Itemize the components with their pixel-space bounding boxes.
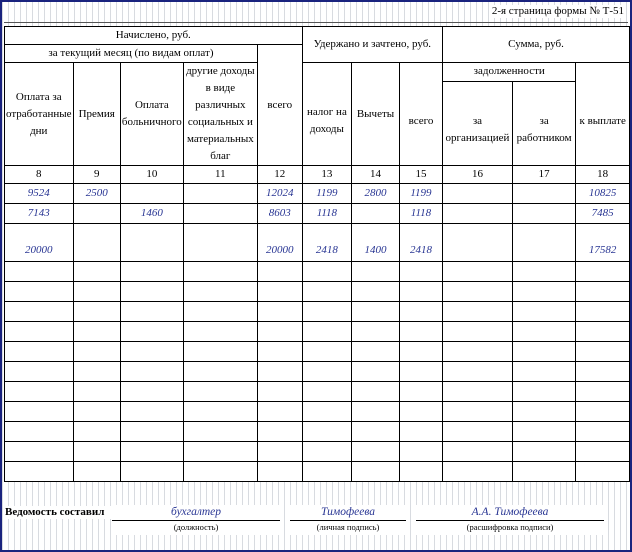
table-cell[interactable]: [120, 382, 183, 402]
table-cell[interactable]: [512, 442, 576, 462]
table-cell[interactable]: [5, 402, 74, 422]
header-current-month: за текущий месяц (по видам оплат): [5, 45, 258, 63]
table-cell[interactable]: [352, 462, 400, 482]
table-cell[interactable]: [73, 462, 120, 482]
table-cell[interactable]: 20000: [257, 224, 302, 262]
table-cell[interactable]: [302, 262, 352, 282]
table-cell[interactable]: [73, 442, 120, 462]
table-cell[interactable]: [512, 402, 576, 422]
table-cell[interactable]: [302, 322, 352, 342]
table-cell[interactable]: [73, 362, 120, 382]
table-cell[interactable]: 12024: [257, 184, 302, 204]
table-cell[interactable]: 2418: [399, 224, 442, 262]
table-cell[interactable]: [352, 362, 400, 382]
header-sick-pay: Оплата больничного: [120, 63, 183, 166]
table-cell[interactable]: 2800: [352, 184, 400, 204]
table-cell[interactable]: [576, 362, 630, 382]
table-cell[interactable]: [183, 442, 257, 462]
table-cell[interactable]: [120, 184, 183, 204]
table-cell[interactable]: [257, 342, 302, 362]
table-cell[interactable]: [576, 342, 630, 362]
table-cell[interactable]: [73, 302, 120, 322]
table-cell[interactable]: [120, 342, 183, 362]
table-cell[interactable]: [576, 302, 630, 322]
table-cell[interactable]: [257, 382, 302, 402]
table-cell[interactable]: [512, 362, 576, 382]
table-cell[interactable]: [352, 282, 400, 302]
table-cell[interactable]: [352, 422, 400, 442]
table-cell[interactable]: [183, 402, 257, 422]
table-cell[interactable]: [183, 282, 257, 302]
table-cell[interactable]: [73, 322, 120, 342]
table-cell[interactable]: [302, 302, 352, 322]
table-cell[interactable]: [399, 422, 442, 442]
table-cell[interactable]: [5, 382, 74, 402]
column-number: 8: [5, 166, 74, 184]
table-cell[interactable]: [512, 342, 576, 362]
header-sum: Сумма, руб.: [443, 27, 630, 63]
table-cell[interactable]: [183, 184, 257, 204]
table-cell[interactable]: [512, 382, 576, 402]
table-row: [5, 322, 630, 342]
table-cell[interactable]: [302, 382, 352, 402]
table-cell[interactable]: [73, 382, 120, 402]
table-cell[interactable]: [399, 282, 442, 302]
table-cell[interactable]: [73, 204, 120, 224]
column-number: 15: [399, 166, 442, 184]
column-number: 10: [120, 166, 183, 184]
header-income-tax: налог на доходы: [302, 63, 352, 166]
table-cell[interactable]: [183, 422, 257, 442]
table-cell[interactable]: 20000: [5, 224, 74, 262]
table-row: [5, 282, 630, 302]
table-cell[interactable]: [399, 462, 442, 482]
table-cell[interactable]: [5, 462, 74, 482]
table-cell[interactable]: [5, 442, 74, 462]
table-cell[interactable]: [512, 462, 576, 482]
prepared-by-label: Ведомость составил: [5, 506, 111, 519]
signature-hint: (личная подпись): [316, 522, 380, 532]
column-number: 9: [73, 166, 120, 184]
header-debts: задолженности: [443, 63, 576, 82]
table-cell[interactable]: 7485: [576, 204, 630, 224]
header-bonus: Премия: [73, 63, 120, 166]
position-value: бухгалтер: [112, 505, 280, 521]
table-cell[interactable]: [443, 282, 513, 302]
table-cell[interactable]: [443, 302, 513, 322]
table-cell[interactable]: [399, 342, 442, 362]
table-cell[interactable]: [257, 442, 302, 462]
table-cell[interactable]: [443, 262, 513, 282]
table-cell[interactable]: [5, 282, 74, 302]
table-cell[interactable]: [352, 262, 400, 282]
table-row: [5, 462, 630, 482]
table-cell[interactable]: [5, 302, 74, 322]
table-cell[interactable]: [443, 342, 513, 362]
table-cell[interactable]: [257, 402, 302, 422]
table-cell[interactable]: [183, 224, 257, 262]
table-cell[interactable]: [352, 302, 400, 322]
table-cell[interactable]: [302, 362, 352, 382]
table-cell[interactable]: [257, 462, 302, 482]
table-cell[interactable]: [302, 342, 352, 362]
table-cell[interactable]: [73, 224, 120, 262]
table-cell[interactable]: 1199: [399, 184, 442, 204]
table-cell[interactable]: [302, 282, 352, 302]
table-cell[interactable]: [183, 462, 257, 482]
table-cell[interactable]: [120, 462, 183, 482]
table-cell[interactable]: [183, 262, 257, 282]
header-deductions: Вычеты: [352, 63, 400, 166]
table-cell[interactable]: [257, 302, 302, 322]
table-cell[interactable]: [302, 402, 352, 422]
column-number: 18: [576, 166, 630, 184]
signature-value: Тимофеева: [290, 505, 406, 521]
table-cell[interactable]: [352, 382, 400, 402]
table-cell[interactable]: [120, 422, 183, 442]
table-cell[interactable]: [183, 382, 257, 402]
table-cell[interactable]: [257, 422, 302, 442]
table-cell[interactable]: [443, 184, 513, 204]
title-divider: [4, 22, 628, 23]
table-row: [5, 422, 630, 442]
table-cell[interactable]: [73, 282, 120, 302]
table-cell[interactable]: [120, 262, 183, 282]
header-by-employee: за работником: [512, 81, 576, 165]
header-by-organization: за организацией: [443, 81, 513, 165]
table-cell[interactable]: [183, 342, 257, 362]
table-cell[interactable]: [120, 302, 183, 322]
signature-decoding-field[interactable]: [416, 505, 604, 535]
table-cell[interactable]: [576, 462, 630, 482]
table-row: [5, 362, 630, 382]
table-cell[interactable]: [183, 204, 257, 224]
table-cell[interactable]: [120, 442, 183, 462]
table-cell[interactable]: [183, 302, 257, 322]
table-cell[interactable]: [257, 282, 302, 302]
table-cell[interactable]: [399, 302, 442, 322]
table-cell[interactable]: [302, 442, 352, 462]
table-cell[interactable]: [576, 402, 630, 422]
column-number: 13: [302, 166, 352, 184]
table-cell[interactable]: [399, 362, 442, 382]
table-cell[interactable]: [352, 402, 400, 422]
column-number: 12: [257, 166, 302, 184]
table-cell[interactable]: [399, 262, 442, 282]
table-cell[interactable]: [512, 204, 576, 224]
table-cell[interactable]: [5, 362, 74, 382]
table-cell[interactable]: [443, 322, 513, 342]
signature-field[interactable]: [290, 505, 406, 535]
table-cell[interactable]: [399, 322, 442, 342]
table-cell[interactable]: [5, 322, 74, 342]
table-row: [5, 342, 630, 362]
signature-decoding-value: А.А. Тимофеева: [416, 505, 604, 521]
header-withheld: Удержано и зачтено, руб.: [302, 27, 442, 63]
table-cell[interactable]: [576, 422, 630, 442]
table-cell[interactable]: [576, 382, 630, 402]
header-total-withheld: всего: [399, 63, 442, 166]
table-cell[interactable]: [443, 204, 513, 224]
table-cell[interactable]: 7143: [5, 204, 74, 224]
table-cell[interactable]: [443, 442, 513, 462]
table-cell[interactable]: [183, 322, 257, 342]
column-number: 16: [443, 166, 513, 184]
header-other-income: другие доходы в виде различных социальных и материальных благ: [183, 63, 257, 166]
table-cell[interactable]: [73, 402, 120, 422]
table-cell[interactable]: 2418: [302, 224, 352, 262]
table-cell[interactable]: [512, 262, 576, 282]
table-cell[interactable]: [302, 462, 352, 482]
position-field[interactable]: [112, 505, 280, 535]
table-row: [5, 224, 630, 262]
table-cell[interactable]: [183, 362, 257, 382]
table-row: [5, 302, 630, 322]
table-cell[interactable]: [73, 262, 120, 282]
table-cell[interactable]: [443, 462, 513, 482]
table-cell[interactable]: 9524: [5, 184, 74, 204]
table-cell[interactable]: 10825: [576, 184, 630, 204]
table-cell[interactable]: 8603: [257, 204, 302, 224]
table-cell[interactable]: [120, 402, 183, 422]
table-cell[interactable]: [443, 224, 513, 262]
table-cell[interactable]: [5, 262, 74, 282]
table-row: [5, 382, 630, 402]
table-cell[interactable]: [120, 224, 183, 262]
table-cell[interactable]: [5, 342, 74, 362]
table-cell[interactable]: 1199: [302, 184, 352, 204]
table-cell[interactable]: [443, 402, 513, 422]
table-cell[interactable]: [302, 422, 352, 442]
table-row: [5, 204, 630, 224]
table-cell[interactable]: 17582: [576, 224, 630, 262]
table-row: [5, 262, 630, 282]
table-row: [5, 184, 630, 204]
header-to-pay: к выплате: [576, 63, 630, 166]
signature-block: [2, 496, 632, 544]
table-cell[interactable]: 1400: [352, 224, 400, 262]
header-pay-worked-days: Оплата за отработанные дни: [5, 63, 74, 166]
table-cell[interactable]: [120, 362, 183, 382]
table-cell[interactable]: [512, 322, 576, 342]
table-cell[interactable]: [5, 422, 74, 442]
table-cell[interactable]: [512, 422, 576, 442]
table-cell[interactable]: 1118: [302, 204, 352, 224]
table-cell[interactable]: [257, 262, 302, 282]
column-number: 17: [512, 166, 576, 184]
table-cell[interactable]: [120, 322, 183, 342]
table-cell[interactable]: [257, 362, 302, 382]
column-number: 14: [352, 166, 400, 184]
table-cell[interactable]: [512, 184, 576, 204]
table-cell[interactable]: [352, 322, 400, 342]
table-cell[interactable]: [443, 362, 513, 382]
table-cell[interactable]: [399, 402, 442, 422]
table-cell[interactable]: [399, 382, 442, 402]
header-accrued: Начислено, руб.: [5, 27, 303, 45]
table-cell[interactable]: 2500: [73, 184, 120, 204]
table-cell[interactable]: [512, 224, 576, 262]
header-total-accrued: всего: [257, 45, 302, 166]
table-cell[interactable]: [512, 282, 576, 302]
table-row: [5, 442, 630, 462]
signature-decoding-hint: (расшифровка подписи): [466, 522, 554, 532]
table-cell[interactable]: [257, 322, 302, 342]
table-cell[interactable]: 1460: [120, 204, 183, 224]
form-page-title: 2-я страница формы № Т-51: [491, 5, 624, 17]
table-cell[interactable]: [443, 382, 513, 402]
position-hint: (должность): [173, 522, 219, 532]
table-cell[interactable]: [576, 322, 630, 342]
table-cell[interactable]: [512, 302, 576, 322]
table-row: [5, 402, 630, 422]
table-cell[interactable]: [576, 282, 630, 302]
table-cell[interactable]: [120, 282, 183, 302]
table-cell[interactable]: [576, 262, 630, 282]
table-cell[interactable]: [399, 442, 442, 462]
table-cell[interactable]: 1118: [399, 204, 442, 224]
table-cell[interactable]: [352, 442, 400, 462]
payroll-table: [4, 26, 630, 482]
table-cell[interactable]: [73, 422, 120, 442]
table-cell[interactable]: [576, 442, 630, 462]
table-cell[interactable]: [73, 342, 120, 362]
table-cell[interactable]: [443, 422, 513, 442]
table-cell[interactable]: [352, 204, 400, 224]
table-cell[interactable]: [352, 342, 400, 362]
column-number: 11: [183, 166, 257, 184]
